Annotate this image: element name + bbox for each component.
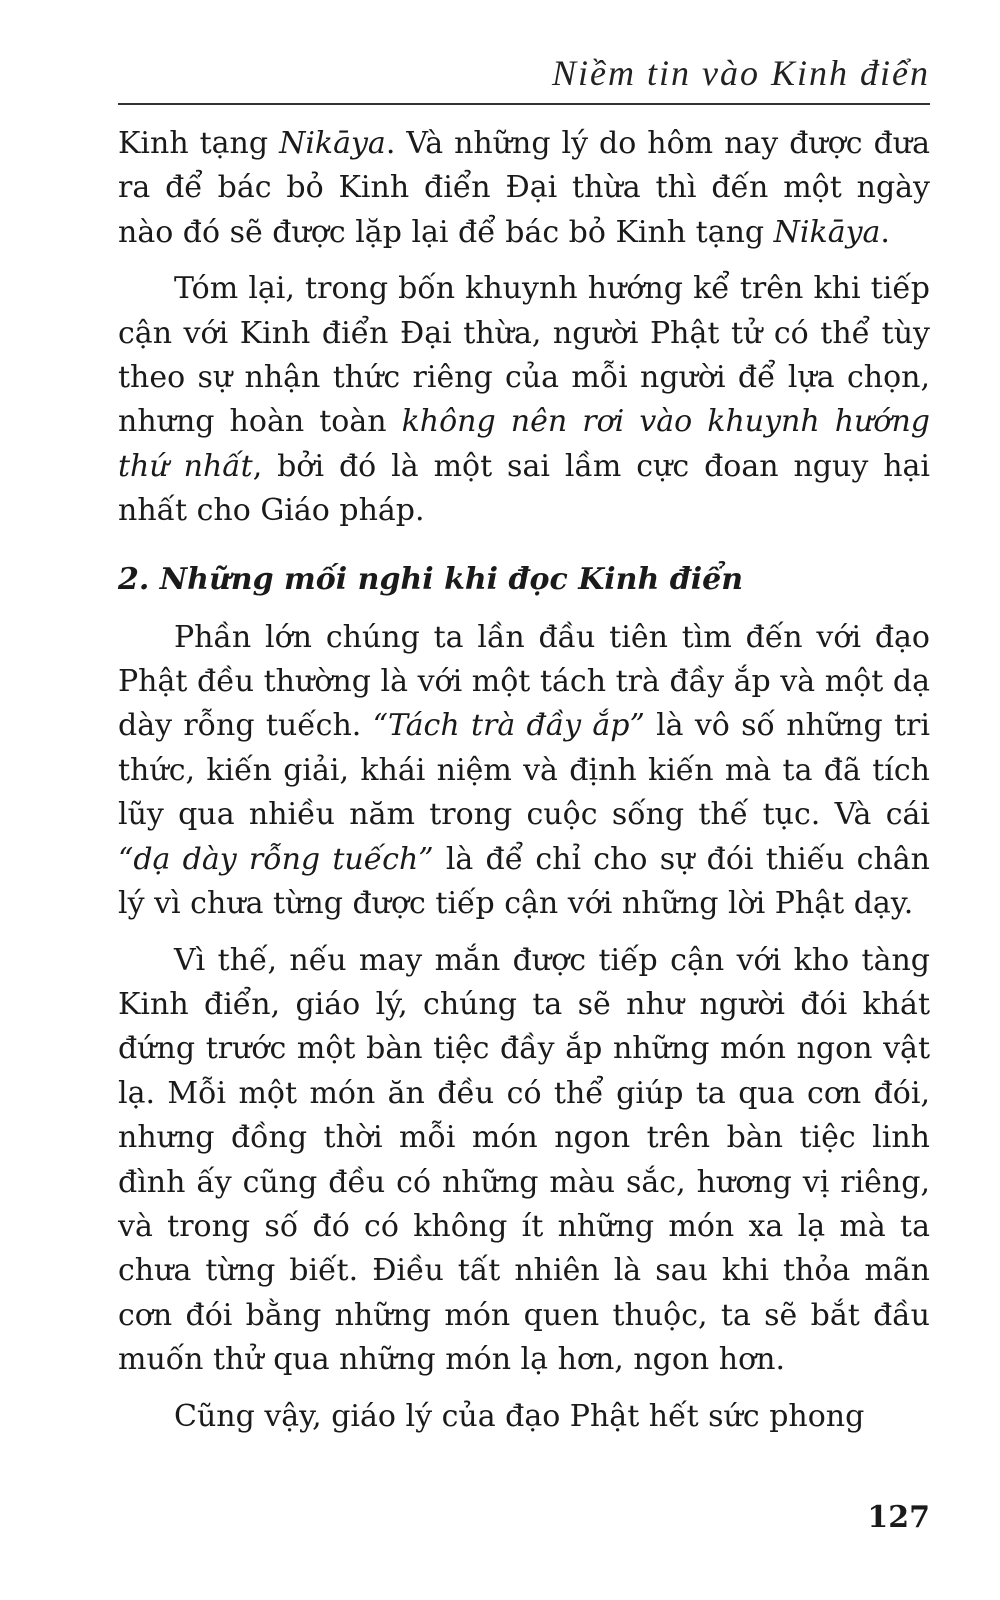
page-body (118, 122, 930, 1451)
italic-text-run: Nikāya (773, 214, 881, 250)
text-run: Vì thế, nếu may mắn được tiếp cận với kho tàng Kinh điển, giáo lý, chúng ta sẽ như người đói khát đứng trước một bàn tiệc đầy ắp những món ngon vật lạ. Mỗi một món ăn đều có thể giúp ta qua cơn đói, nhưng đồng thời mỗi món ngon trên bàn tiệc linh đình ấy cũng đều có những màu sắc, hương vị riêng, và trong số đó có không ít những món xa lạ mà ta chưa từng biết. Điều tất nhiên là sau khi thỏa mãn cơn đói bằng những món quen thuộc, ta sẽ bắt đầu muốn thử qua những món lạ hơn, ngon hơn. (118, 942, 930, 1378)
italic-text-run: Nikāya (279, 126, 386, 161)
section-heading: 2. Những mối nghi khi đọc Kinh điển (118, 561, 744, 597)
italic-text-run: “dạ dày rỗng tuếch” (118, 841, 434, 877)
paragraph-continuation (118, 122, 930, 255)
text-run: . Và những lý do hôm nay được đưa ra để bác bỏ Kinh điển Đại thừa thì đến một ngày nào đó sẽ được lặp lại để bác bỏ Kinh tạng (118, 126, 930, 250)
header-rule (118, 103, 930, 105)
page-number: 127 (867, 1500, 930, 1535)
text-run: là để chỉ cho sự đói thiếu chân lý vì chưa từng được tiếp cận với những lời Phật dạy. (118, 841, 930, 922)
text-run: là vô số những tri thức, kiến giải, khái niệm và định kiến mà ta đã tích lũy qua nhiều năm trong cuộc sống thế tục. Và cái (118, 708, 930, 833)
text-run: Kinh tạng (118, 126, 280, 161)
paragraph-tea-cup (118, 616, 930, 927)
running-header: Niềm tin vào Kinh điển (552, 53, 930, 93)
text-run: Phần lớn chúng ta lần đầu tiên tìm đến với đạo Phật đều thường là với một tách trà đầy ắp và một dạ dày rỗng tuếch. (118, 619, 930, 744)
text-run: . (880, 214, 890, 250)
italic-text-run: không nên rơi vào khuynh hướng thứ nhất (118, 404, 930, 484)
paragraph-likewise (118, 1395, 930, 1439)
text-run: Cũng vậy, giáo lý của đạo Phật hết sức phong (174, 1398, 865, 1434)
paragraph-banquet (118, 939, 930, 1383)
book-page (118, 0, 930, 1600)
text-run: , bởi đó là một sai lầm cực đoan nguy hại nhất cho Giáo pháp. (118, 448, 930, 529)
text-run: Tóm lại, trong bốn khuynh hướng kể trên khi tiếp cận với Kinh điển Đại thừa, người Phật tử có thể tùy theo sự nhận thức riêng của mỗi người để lựa chọn, nhưng hoàn toàn (118, 271, 930, 440)
italic-text-run: “Tách trà đầy ắp” (372, 708, 645, 744)
paragraph-summary (118, 267, 930, 533)
